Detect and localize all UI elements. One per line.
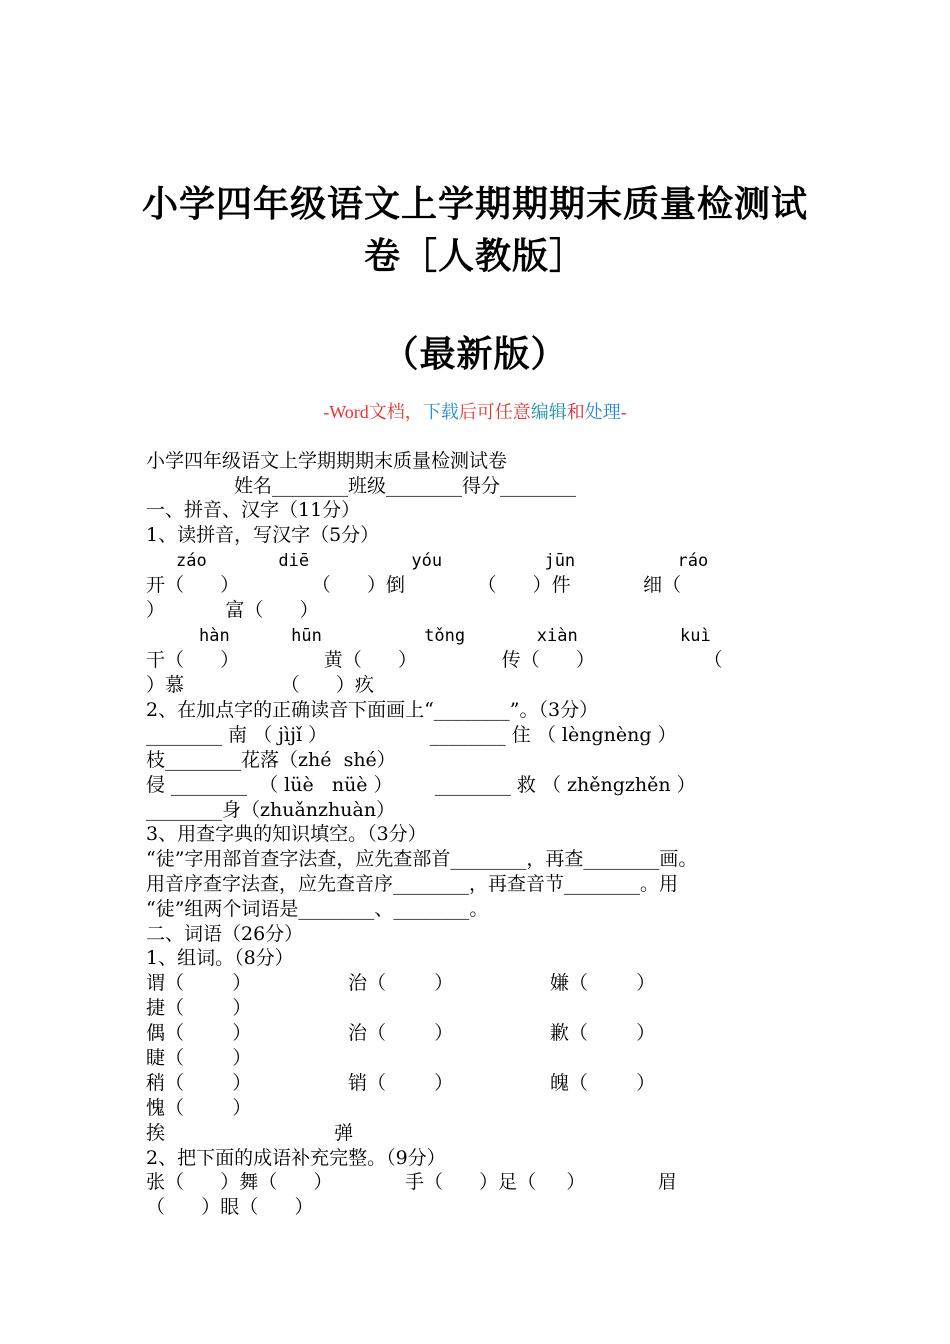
tagline-part: 编辑 <box>530 402 567 422</box>
question-line: 枝________花落（zhé shé） <box>146 749 396 771</box>
tagline <box>0 398 950 424</box>
question-line: 挨 弹 <box>146 1122 354 1144</box>
tagline-part: -Word文档， <box>323 402 423 422</box>
document-title-line2: 卷［人教版］ <box>363 236 586 277</box>
question-line: ）慕 （ ）疚 <box>146 674 374 696</box>
section-heading: 一、拼音、汉字（11分） <box>146 499 361 521</box>
question-line: “徒”字用部首查字法查，应先查部首________，再查________画。 <box>146 848 698 870</box>
tagline-part: 后可任意 <box>458 402 531 422</box>
pinyin-row: záo diē yóu jūn ráo <box>176 551 709 571</box>
student-info: 姓名________班级________得分________ <box>234 475 577 497</box>
tagline-part: 下载 <box>422 402 459 422</box>
question-line: 张（ ）舞（ ） 手（ ）足（ ） 眉 <box>146 1171 677 1193</box>
tagline-part: - <box>620 402 627 422</box>
section-heading: 二、词语（26分） <box>146 923 304 945</box>
question-line: 开（ ） （ ）倒 （ ）件 细（ <box>146 574 682 596</box>
pinyin-row: hàn hūn tǒng xiàn kuì <box>199 626 711 646</box>
question-line: 捷（ ） <box>146 997 252 1019</box>
question-line: ） 富（ ） <box>146 599 319 621</box>
document-title-line1: 小学四年级语文上学期期期末质量检测试 <box>141 184 808 225</box>
question-line: 侵 ________ （ lüè nüè ） ________ 救 （ zhěngzhěn ） <box>146 774 696 796</box>
question-heading: 1、读拼音，写汉字（5分） <box>146 524 380 546</box>
question-line: （ ）眼（ ） <box>146 1196 314 1218</box>
question-line: ________身（zhuǎnzhuàn） <box>146 799 396 821</box>
doc-title: 小学四年级语文上学期期期末质量检测试卷 <box>146 450 508 472</box>
question-line: 稍（ ） 销（ ） 魄（ ） <box>146 1072 656 1094</box>
question-heading: 1、组词。（8分） <box>146 947 294 969</box>
question-line: 偶（ ） 治（ ） 歉（ ） <box>146 1022 656 1044</box>
question-heading: 2、把下面的成语补充完整。（9分） <box>146 1147 446 1169</box>
question-line: 用音序查字法查，应先查音序________，再查音节________。用 <box>146 873 679 895</box>
question-heading: 2、在加点字的正确读音下面画上“________”。（3分） <box>146 699 599 721</box>
tagline-part: 处理 <box>584 402 621 422</box>
question-heading: 3、用查字典的知识填空。（3分） <box>146 823 427 845</box>
question-line: 干（ ） 黄（ ） 传（ ） （ <box>146 649 723 671</box>
question-line: ________ 南 （ jìjǐ ） ________ 住 （ lèngnèng ） <box>146 724 677 746</box>
question-line: “徒”组两个词语是________、________。 <box>146 898 489 920</box>
question-line: 谓（ ） 治（ ） 嫌（ ） <box>146 972 656 994</box>
question-line: 睫（ ） <box>146 1047 252 1069</box>
edition-label: （最新版） <box>382 334 568 375</box>
question-line: 愧（ ） <box>146 1097 252 1119</box>
tagline-part: 和 <box>566 402 585 422</box>
